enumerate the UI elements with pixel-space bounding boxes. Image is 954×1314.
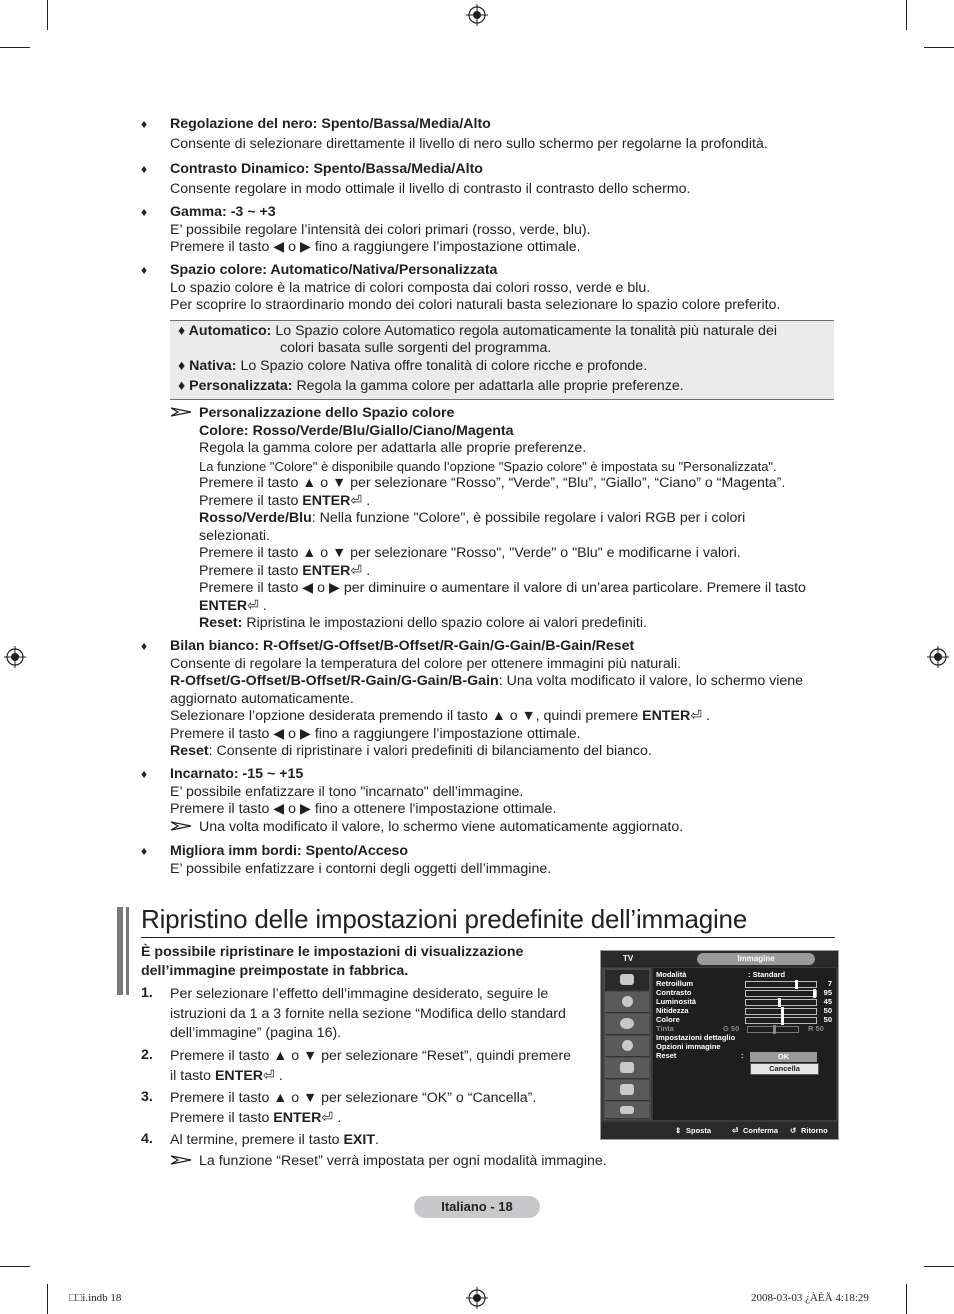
bullet-title: Spazio colore: Automatico/Nativa/Personalizzata <box>170 262 498 278</box>
bullet-text: E’ possibile enfatizzare i contorni degli oggetti dell’immagine. <box>170 860 552 877</box>
osd-num: 50 <box>823 1006 832 1015</box>
osd-slider <box>745 990 817 997</box>
note-text: Premere il tasto ENTER⏎ . <box>199 492 371 509</box>
option-nativa: ♦ Nativa: Lo Spazio colore Nativa offre tonalità di colore ricche e profonde. <box>178 358 648 374</box>
note-text: Premere il tasto ▲ o ▼ per selezionare "Rosso", "Verde" o "Blu" e modificarne i valori. <box>199 545 741 561</box>
heading-bar <box>126 907 129 995</box>
osd-header <box>601 951 838 967</box>
option-automatico: ♦ Automatico: Lo Spazio colore Automatico regola automaticamente la tonalità più naturale dei <box>178 323 777 339</box>
bullet-text: E’ possibile enfatizzare il tono "incarnato" dell’immagine. <box>170 783 524 800</box>
note-arrow-icon <box>170 406 192 418</box>
bullet-text: Premere il tasto ◀ o ▶ fino a ottenere l'impostazione ottimale. <box>170 801 557 817</box>
bullet-diamond-icon: ♦ <box>141 767 148 781</box>
bullet-diamond-icon: ♦ <box>141 205 148 219</box>
osd-slider <box>745 1008 817 1015</box>
crop-mark <box>906 1284 907 1314</box>
note-arrow-icon <box>170 1154 192 1166</box>
osd-slider <box>745 981 817 988</box>
note-text: selezionati. <box>199 527 270 544</box>
osd-value: : <box>741 1051 744 1060</box>
registration-mark-icon <box>4 646 26 668</box>
osd-label: Opzioni immagine <box>656 1042 721 1051</box>
note-color-space <box>199 405 839 633</box>
option-personalizzata: ♦ Personalizzata: Regola la gamma colore per adattarla alle proprie preferenze. <box>178 378 684 394</box>
enter-icon: ⏎ <box>263 1067 275 1084</box>
osd-label: Reset <box>656 1051 677 1060</box>
enter-icon: ⏎ <box>732 1126 739 1135</box>
osd-label: Contrasto <box>656 988 692 997</box>
note-text: Rosso/Verde/Blu: Nella funzione "Colore", è possibile regolare i valori RGB per i colori <box>199 510 746 526</box>
crop-mark <box>924 47 954 48</box>
osd-slider-knob <box>795 980 798 989</box>
osd-label: Impostazioni dettaglio <box>656 1033 736 1042</box>
osd-slider-knob <box>781 1016 784 1025</box>
section-heading: Ripristino delle impostazioni predefinite dell’immagine <box>141 904 748 934</box>
bullet-text: E’ possibile regolare l’intensità dei colori primari (rosso, verde, blu). <box>170 221 591 238</box>
section-intro: È possibile ripristinare le impostazioni di visualizzazione dell’immagine preimpostate in fabbrica. <box>141 944 524 979</box>
osd-tv-label: TV <box>623 954 634 963</box>
osd-main <box>653 968 836 1120</box>
heading-rule <box>141 937 835 938</box>
bullet-text: Consente di selezionare direttamente il livello di nero sullo schermo per regolarne la profondità. <box>170 135 768 152</box>
step-3: Premere il tasto ▲ o ▼ per selezionare “OK” o “Cancella”. Premere il tasto ENTER⏎ . <box>170 1090 537 1126</box>
bullet-diamond-icon: ♦ <box>141 117 148 131</box>
setup-icon <box>605 1036 649 1057</box>
step-number: 2. <box>141 1047 153 1063</box>
osd-num: 7 <box>827 979 832 988</box>
bullet-text: Selezionare l’opzione desiderata premendo il tasto ▲ o ▼, quindi premere ENTER⏎ . <box>170 708 710 724</box>
crop-mark <box>924 1266 954 1267</box>
note-incarnato: Una volta modificato il valore, lo schermo viene automaticamente aggiornato. <box>199 819 684 835</box>
note-text: Premere il tasto ◀ o ▶ per diminuire o aumentare il valore di un’area particolare. Premere il tasto <box>199 580 806 596</box>
osd-hint-move: Sposta <box>686 1126 712 1135</box>
heading-bar <box>117 907 123 995</box>
osd-slider-knob <box>773 1025 776 1034</box>
crop-mark <box>0 47 30 48</box>
enter-icon: ⏎ <box>350 562 363 579</box>
bullet-title: Contrasto Dinamico: Spento/Bassa/Media/Alto <box>170 161 483 177</box>
bullet-title: Migliora imm bordi: Spento/Acceso <box>170 843 409 859</box>
return-icon: ↺ <box>790 1126 797 1135</box>
page-number-badge: Italiano - 18 <box>414 1196 540 1218</box>
osd-slider <box>747 1026 799 1033</box>
bullet-diamond-icon: ♦ <box>141 162 148 176</box>
bullet-item <box>170 161 840 198</box>
osd-ok-option[interactable]: OK <box>750 1052 817 1062</box>
bullet-text: aggiornato automaticamente. <box>170 690 354 707</box>
enter-icon: ⏎ <box>350 492 363 509</box>
osd-hint-confirm: Conferma <box>743 1126 779 1135</box>
sound-icon <box>605 992 649 1013</box>
enter-key: ENTER <box>214 1067 264 1084</box>
step-4: Al termine, premere il tasto EXIT. <box>170 1132 379 1148</box>
bullet-item <box>170 638 840 761</box>
bullet-text: R-Offset/G-Offset/B-Offset/R-Gain/G-Gain/B-Gain: Una volta modificato il valore, lo schermo viene <box>170 673 804 689</box>
osd-num: 95 <box>823 988 832 997</box>
bullet-title: Bilan bianco: R-Offset/G-Offset/B-Offset/R-Gain/G-Gain/B-Gain/Reset <box>170 638 635 654</box>
osd-slider-knob <box>813 989 816 998</box>
osd-title: Immagine <box>697 953 815 965</box>
osd-menu-screenshot <box>600 950 839 1140</box>
print-slug-right: 2008-03-03 ¿ÀÈÄ 4:18:29 <box>751 1292 869 1304</box>
osd-label: Nitidezza <box>656 1006 689 1015</box>
enter-key: ENTER <box>273 1109 322 1126</box>
bullet-text: Premere il tasto ◀ o ▶ fino a raggiungere l’impostazione ottimale. <box>170 239 581 255</box>
osd-sidebar <box>603 968 651 1120</box>
step-number: 1. <box>141 985 153 1001</box>
crop-mark <box>906 0 907 30</box>
osd-hint-return: Ritorno <box>801 1126 828 1135</box>
osd-cancel-option[interactable]: Cancella <box>750 1063 819 1075</box>
note-subtitle: Colore: Rosso/Verde/Blu/Giallo/Ciano/Magenta <box>199 422 514 439</box>
enter-key: ENTER <box>199 597 248 614</box>
osd-slider-knob <box>778 998 781 1007</box>
enter-icon: ⏎ <box>321 1109 334 1126</box>
channel-icon <box>605 1014 649 1035</box>
step-1: Per selezionare l’effetto dell’immagine desiderato, seguire le istruzioni da 1 a 3 fornite nella sezione “Modifica dello standard dell’immagine” (pagina 16). <box>170 986 566 1041</box>
osd-slider <box>745 999 817 1006</box>
bullet-diamond-icon: ♦ <box>141 844 148 858</box>
registration-mark-icon <box>927 646 949 668</box>
option-automatico-cont: colori basata sulle sorgenti del programma. <box>280 340 552 356</box>
bullet-text: Per scoprire lo straordinario mondo dei colori naturali basta selezionare lo spazio colore preferito. <box>170 297 781 313</box>
print-slug-left: □□i.indb 18 <box>69 1292 122 1304</box>
osd-num: 50 <box>823 1015 832 1024</box>
note-arrow-icon <box>170 820 192 832</box>
osd-label: Retroillum <box>656 979 694 988</box>
move-icon: ⇕ <box>675 1126 682 1135</box>
enter-key: ENTER <box>642 708 691 724</box>
registration-mark-icon <box>466 1287 488 1309</box>
enter-icon: ⏎ <box>690 708 703 724</box>
crop-mark <box>47 1284 48 1314</box>
note-text: ENTER⏎ . <box>199 597 267 614</box>
step-2: Premere il tasto ▲ o ▼ per selezionare “Reset”, quindi premere il tasto ENTER⏎ . <box>170 1048 572 1084</box>
osd-label: Modalità <box>656 970 687 979</box>
osd-slider-knob <box>781 1007 784 1016</box>
bullet-text: Premere il tasto ◀ o ▶ fino a raggiungere l’impostazione ottimale. <box>170 725 581 742</box>
bullet-item <box>170 766 840 819</box>
note-title: Personalizzazione dello Spazio colore <box>199 405 455 421</box>
bullet-diamond-icon: ♦ <box>141 639 148 653</box>
bullet-item <box>170 116 840 153</box>
note-text: Premere il tasto ▲ o ▼ per selezionare “Rosso”, “Verde”, “Blu”, “Giallo”, “Ciano” o “Magenta”. <box>199 475 786 491</box>
osd-num: 45 <box>823 997 832 1006</box>
note-reset: La funzione “Reset” verrà impostata per ogni modalità immagine. <box>199 1153 607 1169</box>
bullet-text: Lo spazio colore è la matrice di colori composta dai colori rosso, verde e blu. <box>170 279 651 296</box>
bullet-item <box>170 843 840 878</box>
osd-label: Colore <box>656 1015 680 1024</box>
crop-mark <box>0 1266 30 1267</box>
note-text: Premere il tasto ENTER⏎ . <box>199 562 371 579</box>
osd-value: : Standard <box>748 970 786 979</box>
osd-tint-r: R 50 <box>808 1024 824 1033</box>
crop-mark <box>47 0 48 30</box>
input-icon <box>605 1058 649 1079</box>
application-icon <box>605 1080 649 1101</box>
bullet-text: Consente di regolare la temperatura del colore per ottenere immagini più naturali. <box>170 655 682 672</box>
osd-label: Luminosità <box>656 997 697 1006</box>
bullet-title: Incarnato: -15 ~ +15 <box>170 766 304 782</box>
bullet-text: Reset: Consente di ripristinare i valori predefiniti di bilanciamento del bianco. <box>170 743 652 759</box>
bullet-diamond-icon: ♦ <box>141 263 148 277</box>
note-text: Regola la gamma colore per adattarla alle proprie preferenze. <box>199 440 587 456</box>
note-text: Reset: Ripristina le impostazioni dello spazio colore ai valori predefiniti. <box>199 615 647 631</box>
step-number: 3. <box>141 1089 153 1105</box>
osd-tint-g: G 50 <box>723 1024 740 1033</box>
osd-label: Tinta <box>656 1024 674 1033</box>
bullet-title: Gamma: -3 ~ +3 <box>170 204 276 220</box>
enter-key: ENTER <box>302 562 351 579</box>
picture-icon <box>605 970 649 991</box>
bullet-item <box>170 262 840 315</box>
step-number: 4. <box>141 1131 153 1147</box>
bullet-text: Consente regolare in modo ottimale il livello di contrasto il contrasto dello schermo. <box>170 180 691 197</box>
osd-footer <box>601 1122 838 1139</box>
enter-key: ENTER <box>302 492 351 509</box>
support-icon <box>605 1102 649 1119</box>
osd-slider <box>745 1017 817 1024</box>
bullet-title: Regolazione del nero: Spento/Bassa/Media/Alto <box>170 116 491 132</box>
enter-icon: ⏎ <box>247 597 259 614</box>
color-space-options-box <box>170 320 834 400</box>
note-text: La funzione "Colore" è disponibile quando l’opzione "Spazio colore" è impostata su "Personalizzata". <box>199 458 777 474</box>
registration-mark-icon <box>466 4 488 26</box>
bullet-item <box>170 204 840 257</box>
